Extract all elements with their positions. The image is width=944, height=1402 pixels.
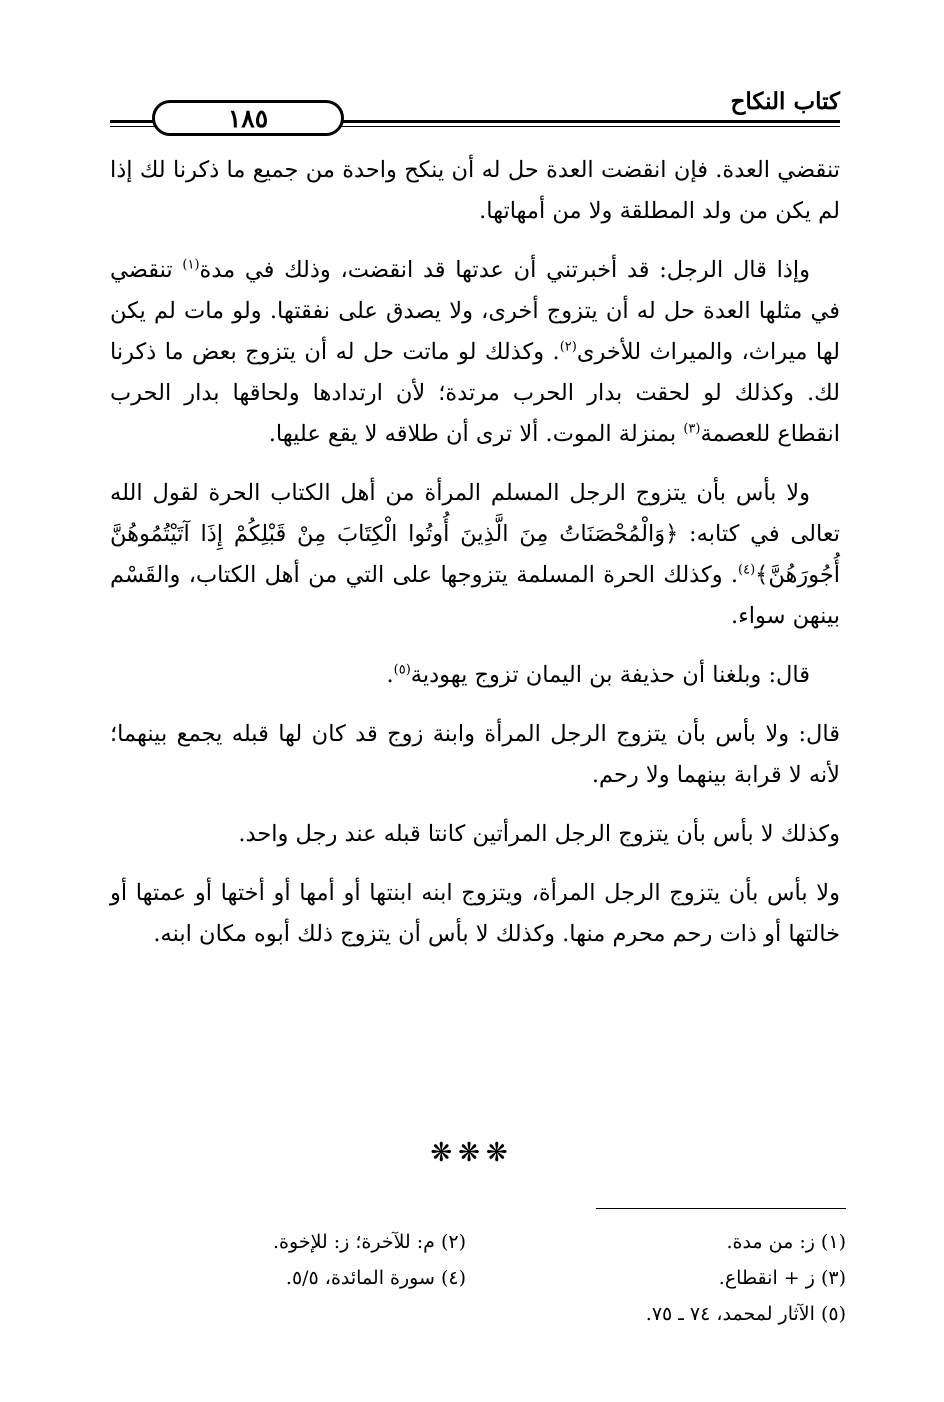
page-number-badge: ١٨٥ (152, 100, 344, 136)
paragraph-text: . وكذلك لو ماتت حل له أن يتزوج بعض ما ذكرنا لك. وكذلك لو لحقت بدار الحرب مرتدة؛ لأن ارتدادها ولحاقها بدار الحرب انقطاع للعصمة (110, 339, 840, 447)
section-divider-stars: ❋❋❋ (430, 1138, 514, 1168)
footnote-ref: (١) (182, 257, 200, 273)
paragraph (110, 473, 840, 637)
paragraph-text: ولا بأس بأن يتزوج الرجل المرأة، ويتزوج ابنه ابنتها أو أمها أو أختها أو عمتها أو خالتها أو ذات رحم محرم منها. وكذلك لا بأس أن يتزوج ذلك أبوه مكان ابنه. (110, 880, 840, 947)
paragraph-text: بمنزلة الموت. ألا ترى أن طلاقه لا يقع عليها. (268, 421, 684, 447)
page-header (110, 84, 840, 134)
footnotes (206, 1224, 846, 1332)
paragraph-text: وإذا قال الرجل: قد أخبرتني أن عدتها قد انقضت، وذلك في مدة (199, 257, 811, 283)
footnote-ref: (٢) (559, 339, 577, 355)
footnote-ref: (٥) (393, 662, 411, 678)
paragraph (110, 655, 840, 696)
paragraph-text: . وكذلك الحرة المسلمة يتزوجها على التي من أهل الكتاب، والقَسْم بينهن سواء. (110, 562, 840, 629)
paragraph-text: قال: ولا بأس بأن يتزوج الرجل المرأة وابنة زوج قد كان لها قبله يجمع بينهما؛ لأنه لا قرابة بينهما ولا رحم. (110, 721, 840, 788)
main-text (110, 150, 840, 973)
paragraph-text: قال: وبلغنا أن حذيفة بن اليمان تزوج يهودية (410, 662, 810, 688)
paragraph (110, 873, 840, 955)
paragraph (110, 814, 840, 855)
footnote-ref: (٣) (683, 421, 701, 437)
paragraph-text: وكذلك لا بأس بأن يتزوج الرجل المرأتين كانتا قبله عند رجل واحد. (238, 821, 840, 847)
paragraph (110, 150, 840, 232)
paragraph (110, 250, 840, 455)
footnote: (١) ز: من مدة. (726, 1231, 846, 1253)
paragraph-text: ولا بأس بأن يتزوج الرجل المسلم المرأة من أهل الكتاب الحرة لقول الله تعالى في كتابه: ﴿وَالْمُحْصَنَاتُ مِنَ الَّذِينَ أُوتُوا الْكِتَابَ مِنْ قَبْلِكُمْ إِذَا آتَيْتُمُوهُنَّ أُجُورَهُنَّ﴾ (110, 480, 840, 588)
footnote-rule (596, 1208, 846, 1209)
paragraph-text: . (386, 662, 394, 688)
footnote-ref: (٤) (738, 562, 756, 578)
paragraph-text: تنقضي العدة. فإن انقضت العدة حل له أن ينكح واحدة من جميع ما ذكرنا لك إذا لم يكن من ولد المطلقة ولا من أمهاتها. (110, 157, 840, 224)
footnote: (٥) الآثار لمحمد، ٧٤ ـ ٧٥. (645, 1303, 846, 1325)
footnote: (٢) م: للآخرة؛ ز: للإخوة. (273, 1231, 466, 1253)
running-title: كتاب النكاح (730, 88, 840, 115)
paragraph (110, 714, 840, 796)
paragraph-text: تنقضي في مثلها العدة حل له أن يتزوج أخرى، ولا يصدق على نفقتها. ولو مات لم يكن لها ميراث، والميراث للأخرى (110, 257, 840, 365)
footnote: (٤) سورة المائدة، ٥/٥. (285, 1267, 466, 1289)
footnote: (٣) ز + انقطاع. (718, 1267, 846, 1289)
